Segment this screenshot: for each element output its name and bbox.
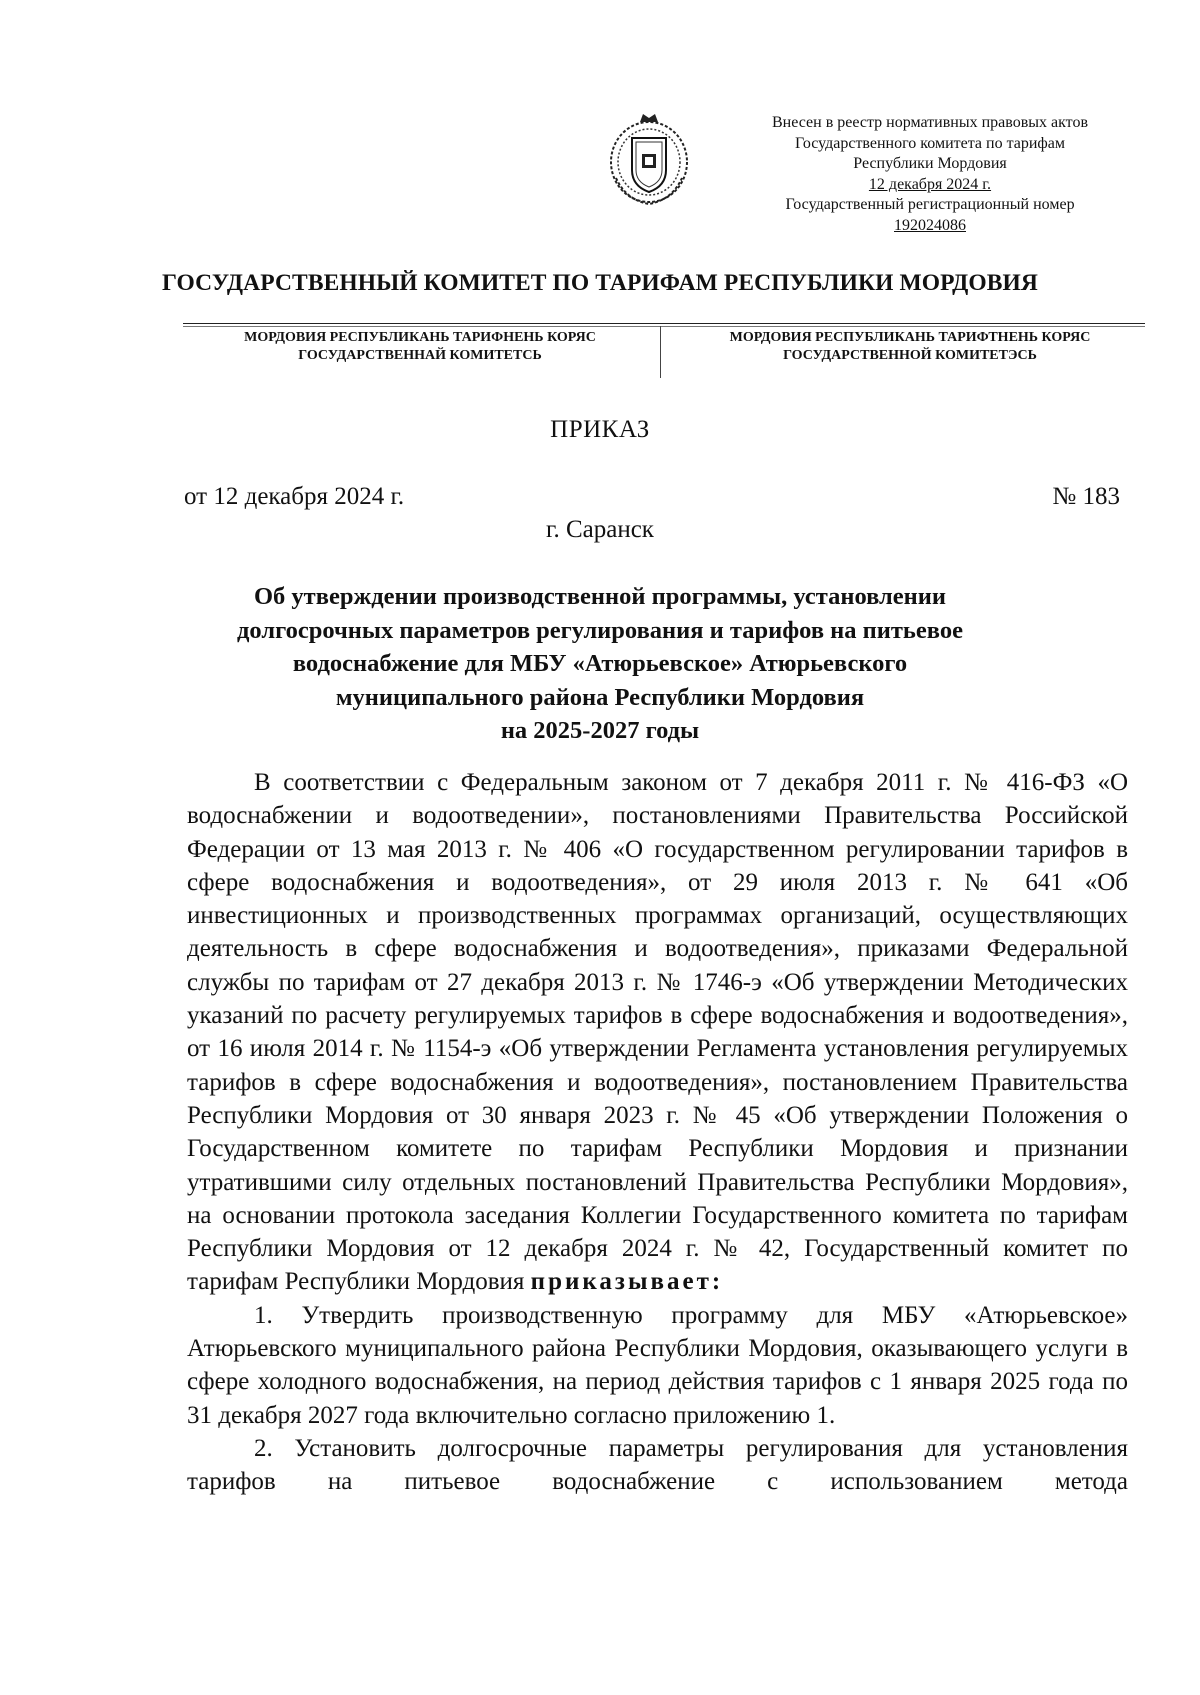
registry-line: Государственный регистрационный номер [785, 196, 1075, 213]
agency-name-erzya [670, 329, 1150, 365]
registry-line: Республики Мордовия [853, 155, 1007, 172]
order-date: от 12 декабря 2024 г. [184, 483, 405, 510]
order-heading [150, 580, 1050, 748]
heading-line: водоснабжение для МБУ «Атюрьевское» Атюрьевского [292, 650, 908, 678]
item-1-paragraph: 1. Утвердить производственную программу для МБУ «Атюрьевское» Атюрьевского муниципального района Республики Мордовия, оказывающего услуги в сфере холодного водоснабжения, на период действия тарифов с 1 января 2025 года по 31 декабря 2027 года включительно согласно приложению 1. [187, 1301, 1128, 1429]
heading-line: долгосрочных параметров регулирования и тарифов на питьевое [237, 616, 963, 644]
agency-name-moksha-line: МОРДОВИЯ РЕСПУБЛИКАНЬ ТАРИФНЕНЬ КОРЯС [244, 330, 596, 345]
heading-line: Об утверждении производственной программы, установлении [254, 583, 946, 610]
agency-name-moksha [190, 329, 650, 365]
orders-word: приказывает: [530, 1268, 724, 1296]
registry-stamp [740, 113, 1120, 236]
registry-line: Государственного комитета по тарифам [794, 134, 1066, 152]
order-number: № 183 [1052, 483, 1120, 510]
agency-name-erzya-line: МОРДОВИЯ РЕСПУБЛИКАНЬ ТАРИФТНЕНЬ КОРЯС [729, 330, 1091, 345]
heading-line: муниципального района Республики Мордовия [335, 683, 865, 711]
agency-name-moksha-line: ГОСУДАРСТВЕННАЙ КОМИТЕТСЬ [298, 348, 542, 363]
preamble-text: В соответствии с Федеральным законом от 7 декабря 2011 г. № 416-ФЗ «О водоснабжении и водоотведении», постановлениями Правительства Российской Федерации от 13 мая 2013 г. № 406 «О государственном регулировании тарифов в сфере водоснабжения и водоотведения», от 29 июля 2013 г. № 641 «Об инвестиционных и производственных программах организаций, осуществляющих деятельность в сфере водоснабжения и водоотведения», приказами Федеральной службы по тарифам от 27 декабря 2013 г. № 1746-э «Об утверждении Методических указаний по расчету регулируемых тарифов в сфере водоснабжения и водоотведения», от 16 июля 2014 г. № 1154-э «Об утверждении Регламента установления регулируемых тарифов в сфере водоснабжения и водоотведения», постановлением Правительства Республики Мордовия от 30 января 2023 г. № 45 «Об утверждении Положения о Государственном комитете по тарифам Республики Мордовия и признании утратившими силу отдельных постановлений Правительства Республики Мордовия», на основании протокола заседания Коллегии Государственного комитета по тарифам Республики Мордовия от 12 декабря 2024 г. № 42, Государственный комитет по тарифам Республики Мордовия [187, 769, 1128, 1296]
header-divider [183, 323, 1145, 324]
document-type-title: ПРИКАЗ [550, 416, 650, 443]
registry-number: 192024086 [894, 216, 966, 234]
item-2-paragraph: 2. Установить долгосрочные параметры регулирования для установления тарифов на питьевое водоснабжение с использованием метода [187, 1434, 1128, 1496]
registry-line: Внесен в реестр нормативных правовых актов [772, 114, 1088, 131]
header-column-separator [660, 326, 661, 378]
header-divider-secondary [183, 326, 1145, 327]
coat-of-arms-emblem [606, 108, 692, 208]
agency-name-erzya-line: ГОСУДАРСТВЕННОЙ КОМИТЕТЭСЬ [783, 348, 1037, 363]
agency-name: ГОСУДАРСТВЕННЫЙ КОМИТЕТ ПО ТАРИФАМ РЕСПУБЛИКИ МОРДОВИЯ [162, 270, 1038, 296]
heading-line: на 2025-2027 годы [500, 717, 700, 745]
preamble-paragraph [187, 766, 1128, 1299]
order-body [187, 766, 1128, 1499]
registry-date: 12 декабря 2024 г. [868, 175, 992, 193]
order-city: г. Саранск [546, 516, 654, 543]
